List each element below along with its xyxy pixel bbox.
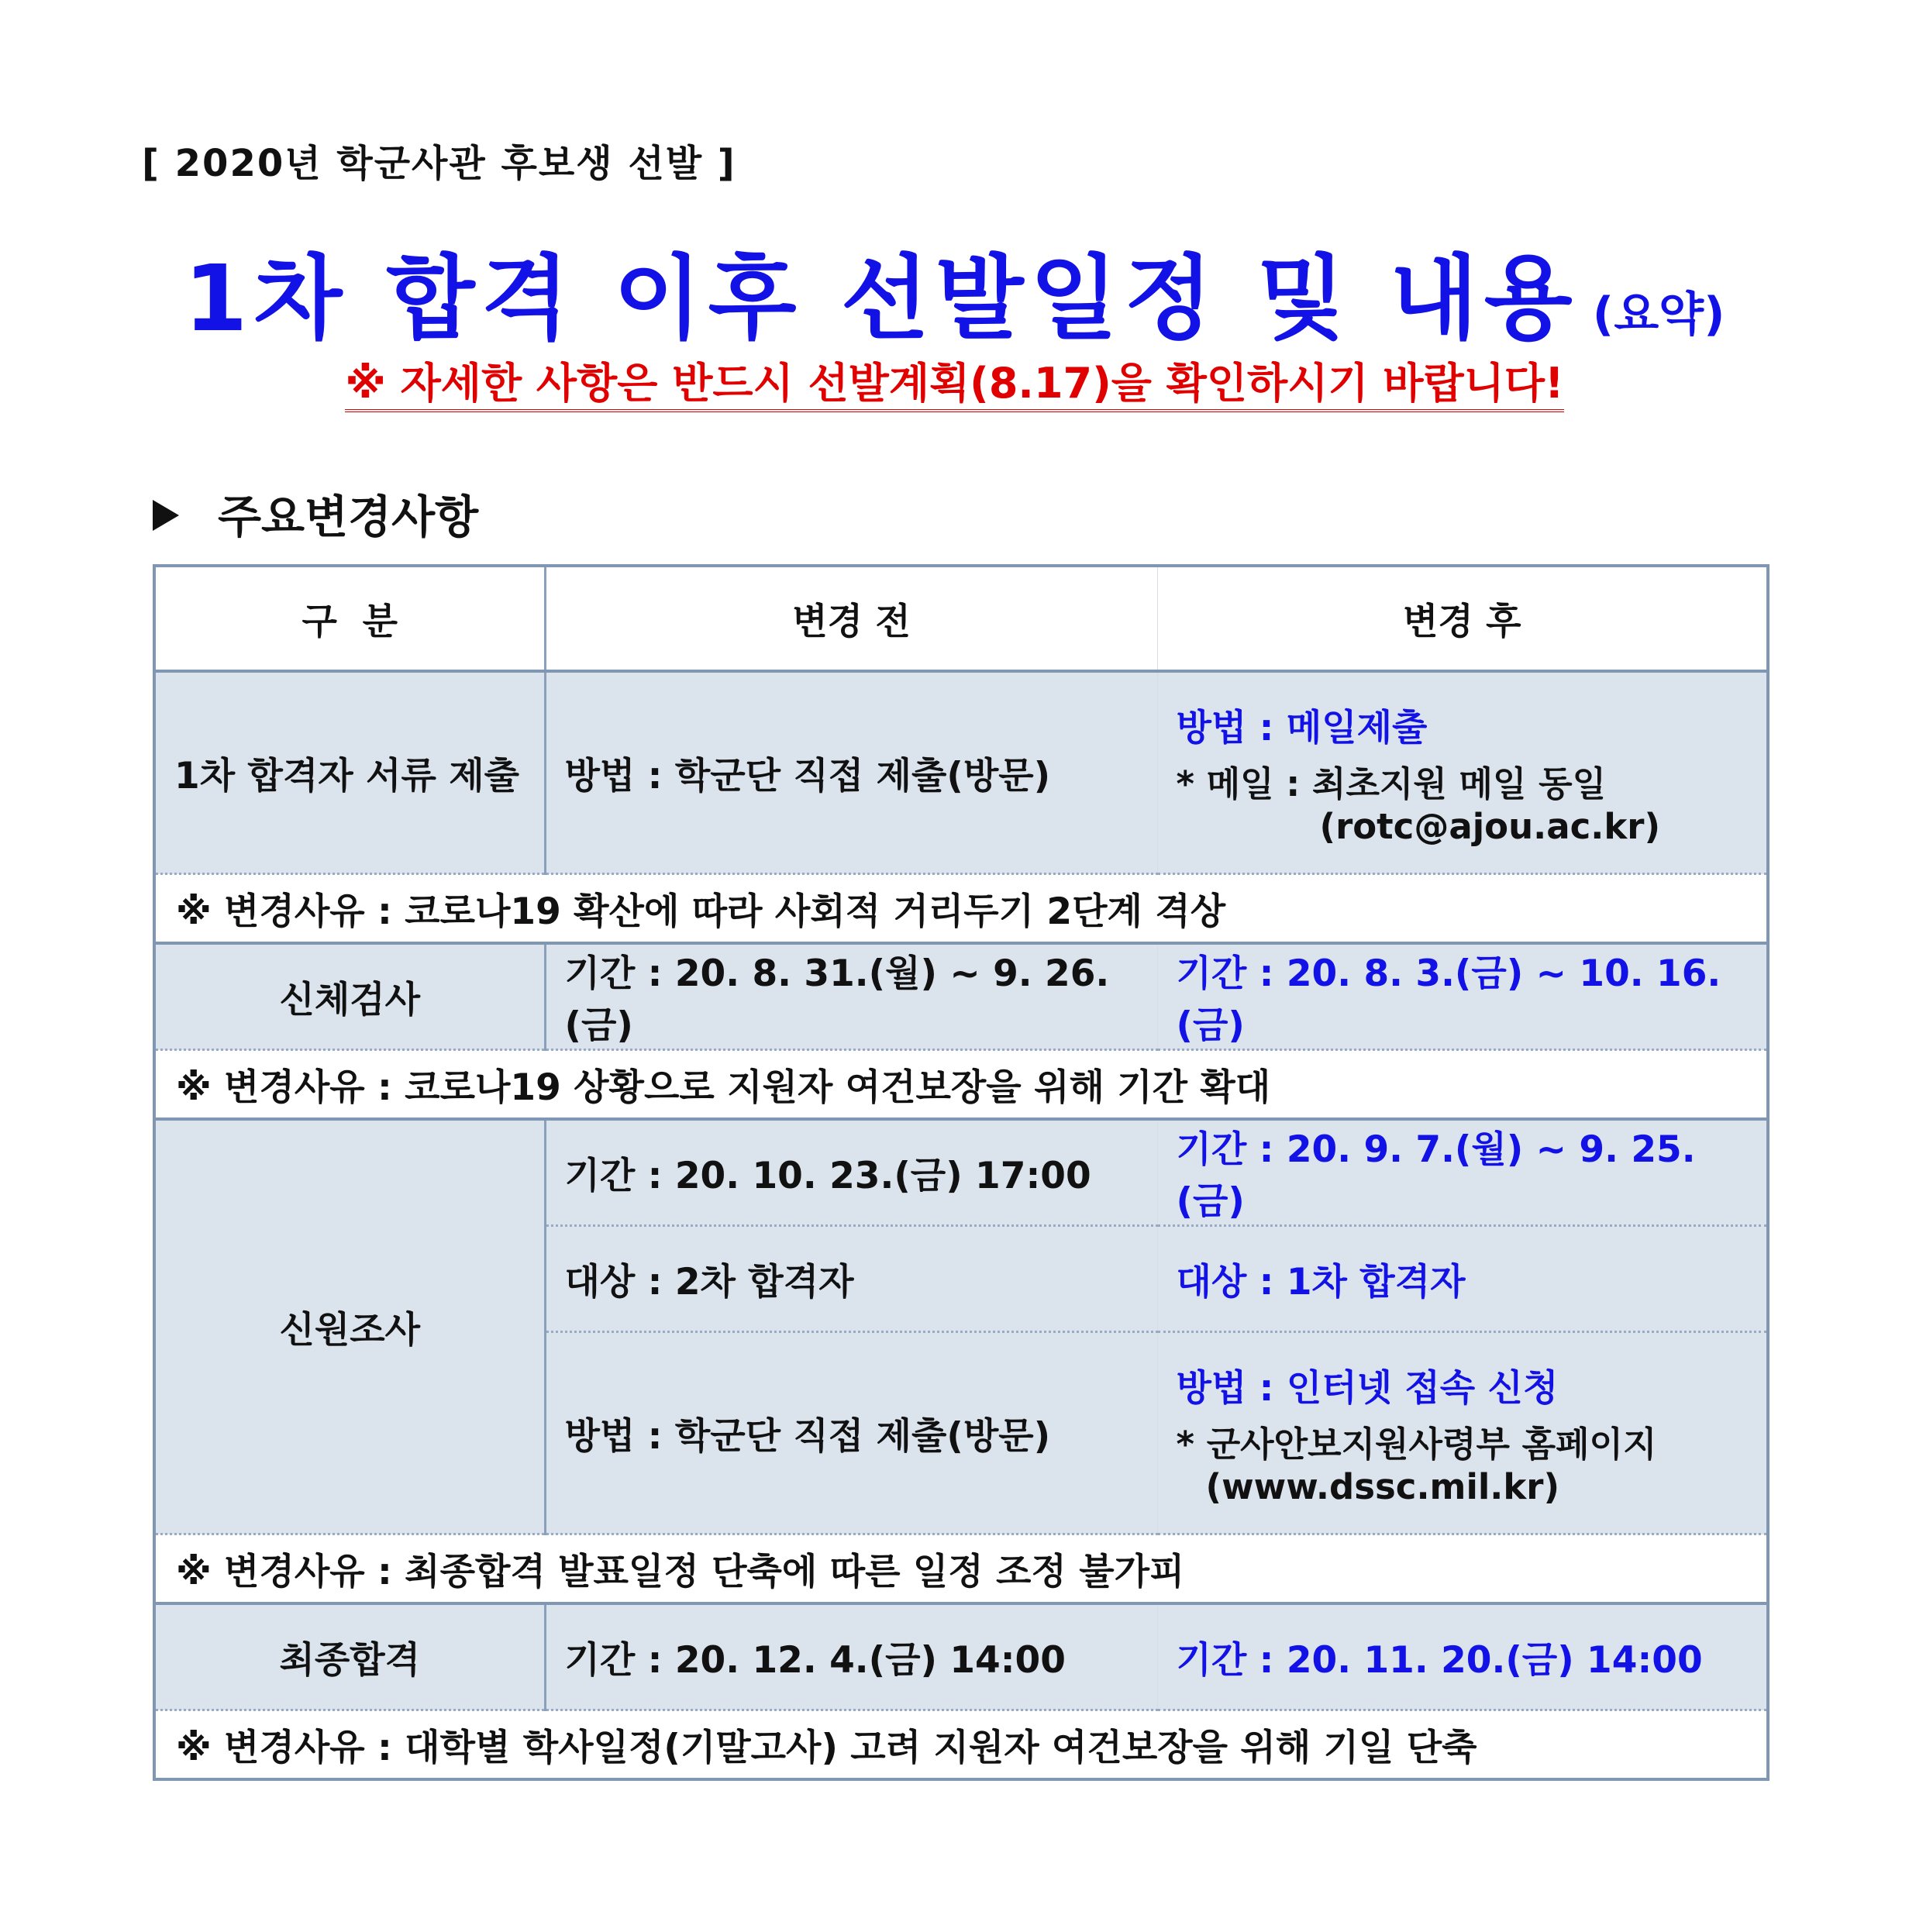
reason-docs: ※ 변경사유 : 코로나19 확산에 따라 사회적 거리두기 2단계 격상: [154, 874, 1768, 944]
after-docs-main: 방법 : 메일제출: [1176, 706, 1428, 749]
header-category: 구 분: [154, 566, 545, 671]
reason-background: ※ 변경사유 : 최종합격 발표일정 단축에 따른 일정 조정 불가피: [154, 1534, 1768, 1604]
table-row: [154, 1119, 1768, 1226]
after-background-method-url: (www.dssc.mil.kr): [1205, 1465, 1560, 1507]
notice-text: ※ 자세한 사항은 반드시 선발계획(8.17)을 확인하시기 바랍니다!: [345, 359, 1563, 412]
section-title: 주요변경사항: [218, 491, 479, 543]
changes-table: [153, 564, 1769, 1781]
reason-row: [154, 1534, 1768, 1604]
before-background-period: 기간 : 20. 10. 23.(금) 17:00: [545, 1119, 1157, 1226]
category-background: 신원조사: [154, 1119, 545, 1534]
table-header-row: [154, 566, 1768, 671]
title-suffix: (요약): [1592, 288, 1725, 342]
reason-row: [154, 874, 1768, 944]
after-background-method-note: * 군사안보지원사령부 홈페이지: [1176, 1423, 1657, 1465]
reason-row: [154, 1050, 1768, 1120]
document-kicker: [ 2020년 학군사관 후보생 선발 ]: [142, 142, 736, 185]
main-title: 1차 합격 이후 선발일정 및 내용: [184, 245, 1579, 352]
after-docs: [1157, 671, 1768, 874]
category-docs: 1차 합격자 서류 제출: [154, 671, 545, 874]
section-heading: [153, 480, 478, 546]
table-row: [154, 1603, 1768, 1710]
after-background-method: [1157, 1332, 1768, 1534]
after-background-target: 대상 : 1차 합격자: [1157, 1226, 1768, 1332]
before-background-method: 방법 : 학군단 직접 제출(방문): [545, 1332, 1157, 1534]
header-after: 변경 후: [1157, 566, 1768, 671]
after-final: 기간 : 20. 11. 20.(금) 14:00: [1157, 1603, 1768, 1710]
table-row: [154, 671, 1768, 874]
after-docs-note: * 메일 : 최초지원 메일 동일: [1176, 763, 1607, 804]
after-background-method-main: 방법 : 인터넷 접속 신청: [1176, 1366, 1559, 1410]
after-physical: 기간 : 20. 8. 3.(금) ~ 10. 16.(금): [1157, 943, 1768, 1050]
reason-final: ※ 변경사유 : 대학별 학사일정(기말고사) 고려 지원자 여건보장을 위해 기일 단축: [154, 1710, 1768, 1780]
category-physical: 신체검사: [154, 943, 545, 1050]
reason-row: [154, 1710, 1768, 1780]
page-title: [0, 225, 1909, 356]
before-docs: 방법 : 학군단 직접 제출(방문): [545, 671, 1157, 874]
notice-banner: [0, 350, 1909, 410]
reason-physical: ※ 변경사유 : 코로나19 상황으로 지원자 여건보장을 위해 기간 확대: [154, 1050, 1768, 1120]
table-row: [154, 943, 1768, 1050]
category-final: 최종합격: [154, 1603, 545, 1710]
after-background-period: 기간 : 20. 9. 7.(월) ~ 9. 25.(금): [1157, 1119, 1768, 1226]
before-final: 기간 : 20. 12. 4.(금) 14:00: [545, 1603, 1157, 1710]
header-before: 변경 전: [545, 566, 1157, 671]
triangle-bullet-icon: [153, 500, 179, 531]
after-docs-email: (rotc@ajou.ac.kr): [1319, 805, 1661, 847]
before-background-target: 대상 : 2차 합격자: [545, 1226, 1157, 1332]
before-physical: 기간 : 20. 8. 31.(월) ~ 9. 26.(금): [545, 943, 1157, 1050]
